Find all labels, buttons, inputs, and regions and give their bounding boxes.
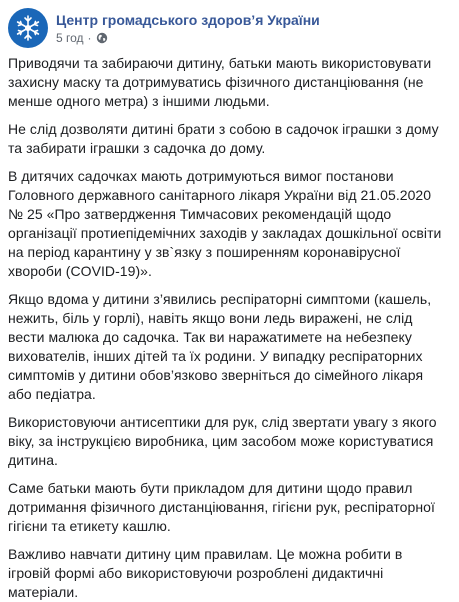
post-paragraph: Використовуючи антисептики для рук, слід звертати увагу з якого віку, за інструкцією виробника, цим засобом може користуватися дитина. bbox=[8, 414, 437, 468]
post-paragraph: Важливо навчати дитину цим правилам. Це можна робити в ігровій формі або використовуючи розроблені дидактичні матеріали. bbox=[8, 546, 403, 600]
post-timestamp[interactable]: 5 год bbox=[56, 30, 84, 45]
post-paragraph: Не слід дозволяти дитині брати з собою в садочок іграшки з дому та забирати іграшки з садочка до дому. bbox=[8, 121, 439, 156]
post-subline bbox=[56, 30, 320, 46]
post-meta bbox=[56, 11, 320, 46]
snowflake-emblem-icon bbox=[13, 13, 43, 43]
post-paragraph: Якщо вдома у дитини з’явились респіраторні симптоми (кашель, нежить, біль у горлі), навіть якщо вони ледь виражені, не слід вести малюка до садочка. Так ви наражатимете на небезпеку вихователів, інших дітей та їх родини. У випадку респіраторних симптомів у дитини обов’язково зверніться до сімейного лікаря або педіатра. bbox=[8, 291, 432, 402]
post-paragraph: Саме батьки мають бути прикладом для дитини щодо правил дотримання фізичного дистанціювання, гігієни рук, респіраторної гігієни та етикету кашлю. bbox=[8, 480, 435, 534]
post-paragraph: В дитячих садочках мають дотримуються вимог постанови Головного державного санітарного лікаря України від 21.05.2020 № 25 «Про затвердження Тимчасових рекомендацій щодо організації протиепідемічних заходів у закладах дошкільної освіти на період карантину у зв`язку з поширенням коронавірусної хвороби (COVID-19)». bbox=[8, 168, 442, 279]
separator-dot: · bbox=[87, 30, 92, 45]
globe-icon[interactable] bbox=[96, 32, 108, 44]
page-name-link[interactable]: Центр громадського здоров’я України bbox=[56, 11, 320, 28]
post-header bbox=[8, 0, 445, 54]
post-body bbox=[8, 54, 445, 602]
post-paragraph: Приводячи та забираючи дитину, батьки мають використовувати захисну маску та дотримуватись фізичного дистанціювання (не менше одного метра) з іншими людьми. bbox=[8, 55, 432, 109]
page-avatar[interactable] bbox=[8, 8, 48, 48]
